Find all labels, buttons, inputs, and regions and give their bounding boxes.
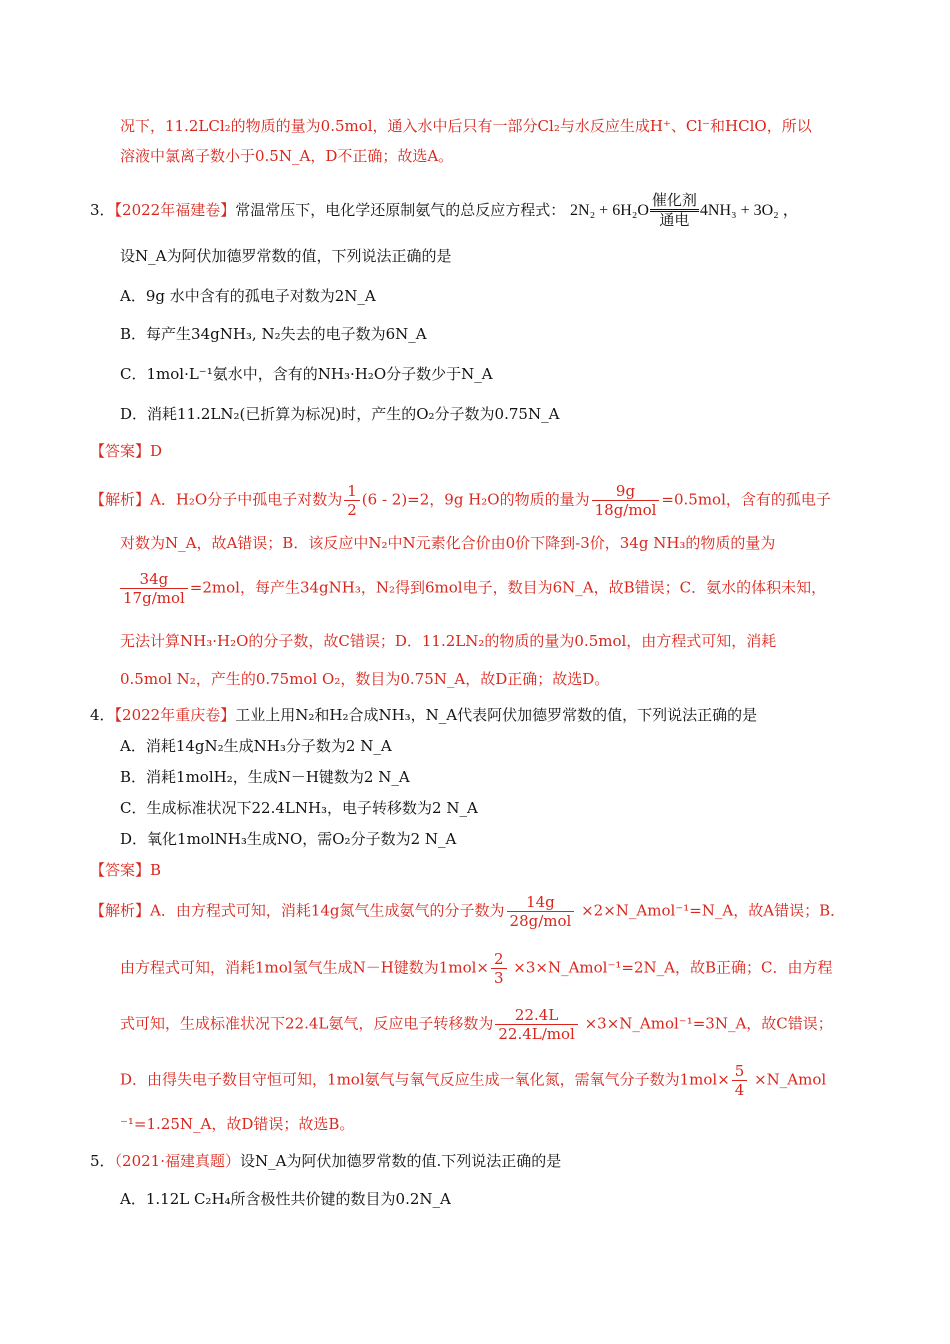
question-text: 常温常压下，电化学还原制氨气的总反应方程式： xyxy=(235,201,566,220)
fraction: $\frac{9g}{\text{18g/mol}}$ xyxy=(592,482,660,519)
option-b: B．每产生34gNH₃, N₂失去的电子数为6N_A xyxy=(120,325,427,343)
analysis-line-1: 【解析】A．H₂O分子中孤电子对数为 $\frac{1}{2}$ (6 - 2)=2，9g H₂O的物质的量为 $\frac{9g}{\text{18g/mol}}$ =0.5mol，含有的孤电子 xyxy=(90,482,831,519)
question-source: （2021·福建真题） xyxy=(114,1152,240,1170)
fraction: $\frac{34g}{\text{17g/mol}}$ xyxy=(120,570,188,607)
analysis-line-4: D．由得失电子数目守恒可知，1mol氨气与氧气反应生成一氧化氮，需氧气分子数为1mol× $\frac{5}{4}$ ×N_Amol xyxy=(120,1062,827,1099)
question-number: 4． xyxy=(90,706,115,724)
question-number: 5． xyxy=(90,1152,115,1170)
analysis-line-2: 对数为N_A，故A错误；B．该反应中N₂中N元素化合价由0价下降到-3价，34g NH₃的物质的量为 xyxy=(120,534,776,552)
question-3-stem-2: 设N_A为阿伏加德罗常数的值，下列说法正确的是 xyxy=(120,247,452,265)
fraction: $\frac{14g}{\text{28g/mol}}$ xyxy=(507,893,575,930)
option-c: C．生成标准状况下22.4LNH₃，电子转移数为2 N_A xyxy=(120,799,478,817)
analysis-line-5: 0.5mol N₂，产生的0.75mol O₂，数目为0.75N_A，故D正确；故选D。 xyxy=(120,670,610,688)
analysis-line-2: 由方程式可知，消耗1mol氢气生成N－H键数为1mol× $\frac{2}{3}$ ×3×N_Amol⁻¹=2N_A，故B正确；C．由方程 xyxy=(120,950,833,987)
option-a: A．1.12L C₂H₄所含极性共价键的数目为0.2N_A xyxy=(120,1190,451,1208)
fraction: $\frac{22.4L}{\text{22.4L/mol}}$ xyxy=(495,1006,577,1043)
answer: 【答案】B xyxy=(90,861,162,879)
question-text: 工业上用N₂和H₂合成NH₃，N_A代表阿伏加德罗常数的值，下列说法正确的是 xyxy=(235,706,758,724)
question-number: 3． xyxy=(90,201,115,220)
option-c: C．1mol·L⁻¹氨水中，含有的NH₃·H₂O分子数少于N_A xyxy=(120,365,493,383)
analysis-line-3: 式可知，生成标准状况下22.4L氨气，反应电子转移数为 $\frac{22.4L}{\text{22.4L/mol}}$ ×3×N_Amol⁻¹=3N_A，故C错误； xyxy=(120,1006,833,1043)
prev-analysis-line-1: 况下，11.2LCl₂的物质的量为0.5mol，通入水中后只有一部分Cl₂与水反应生成H⁺、Cl⁻和HClO，所以 xyxy=(120,117,812,135)
fraction: $\frac{5}{4}$ xyxy=(732,1062,748,1099)
reaction-equation: 2N₂ + 6H₂O 催化剂 通电 4NH₃ + 3O₂ ， xyxy=(570,193,799,229)
prev-analysis-line-2: 溶液中氯离子数小于0.5N_A，D不正确；故选A。 xyxy=(120,147,454,165)
analysis-line-5: ⁻¹=1.25N_A，故D错误；故选B。 xyxy=(120,1115,355,1133)
analysis-line-1: 【解析】A．由方程式可知，消耗14g氮气生成氨气的分子数为 $\frac{14g}{\text{28g/mol}}$ ×2×N_Amol⁻¹=N_A，故A错误；B． xyxy=(90,893,846,930)
option-d: D．氧化1molNH₃生成NO，需O₂分子数为2 N_A xyxy=(120,830,457,848)
option-b: B．消耗1molH₂，生成N－H键数为2 N_A xyxy=(120,768,410,786)
reaction-conditions: 催化剂 通电 xyxy=(651,193,697,229)
question-source: 【2022年福建卷】 xyxy=(114,201,236,220)
analysis-line-3: $\frac{34g}{\text{17g/mol}}$ =2mol，每产生34gNH₃，N₂得到6mol电子，数目为6N_A，故B错误；C．氨水的体积未知， xyxy=(118,570,826,607)
fraction: $\frac{2}{3}$ xyxy=(491,950,507,987)
question-text: 设N_A为阿伏加德罗常数的值.下列说法正确的是 xyxy=(240,1152,562,1170)
answer: 【答案】D xyxy=(90,442,163,460)
question-4-stem xyxy=(90,704,757,726)
fraction: $\frac{1}{2}$ xyxy=(344,482,360,519)
question-3-stem xyxy=(90,193,799,230)
option-d: D．消耗11.2LN₂(已折算为标况)时，产生的O₂分子数为0.75N_A xyxy=(120,405,560,423)
question-source: 【2022年重庆卷】 xyxy=(114,706,236,724)
option-a: A．消耗14gN₂生成NH₃分子数为2 N_A xyxy=(120,737,392,755)
question-5-stem xyxy=(90,1150,561,1172)
option-a: A．9g 水中含有的孤电子对数为2N_A xyxy=(120,287,376,305)
analysis-line-4: 无法计算NH₃·H₂O的分子数，故C错误；D．11.2LN₂的物质的量为0.5mol，由方程式可知，消耗 xyxy=(120,632,777,650)
